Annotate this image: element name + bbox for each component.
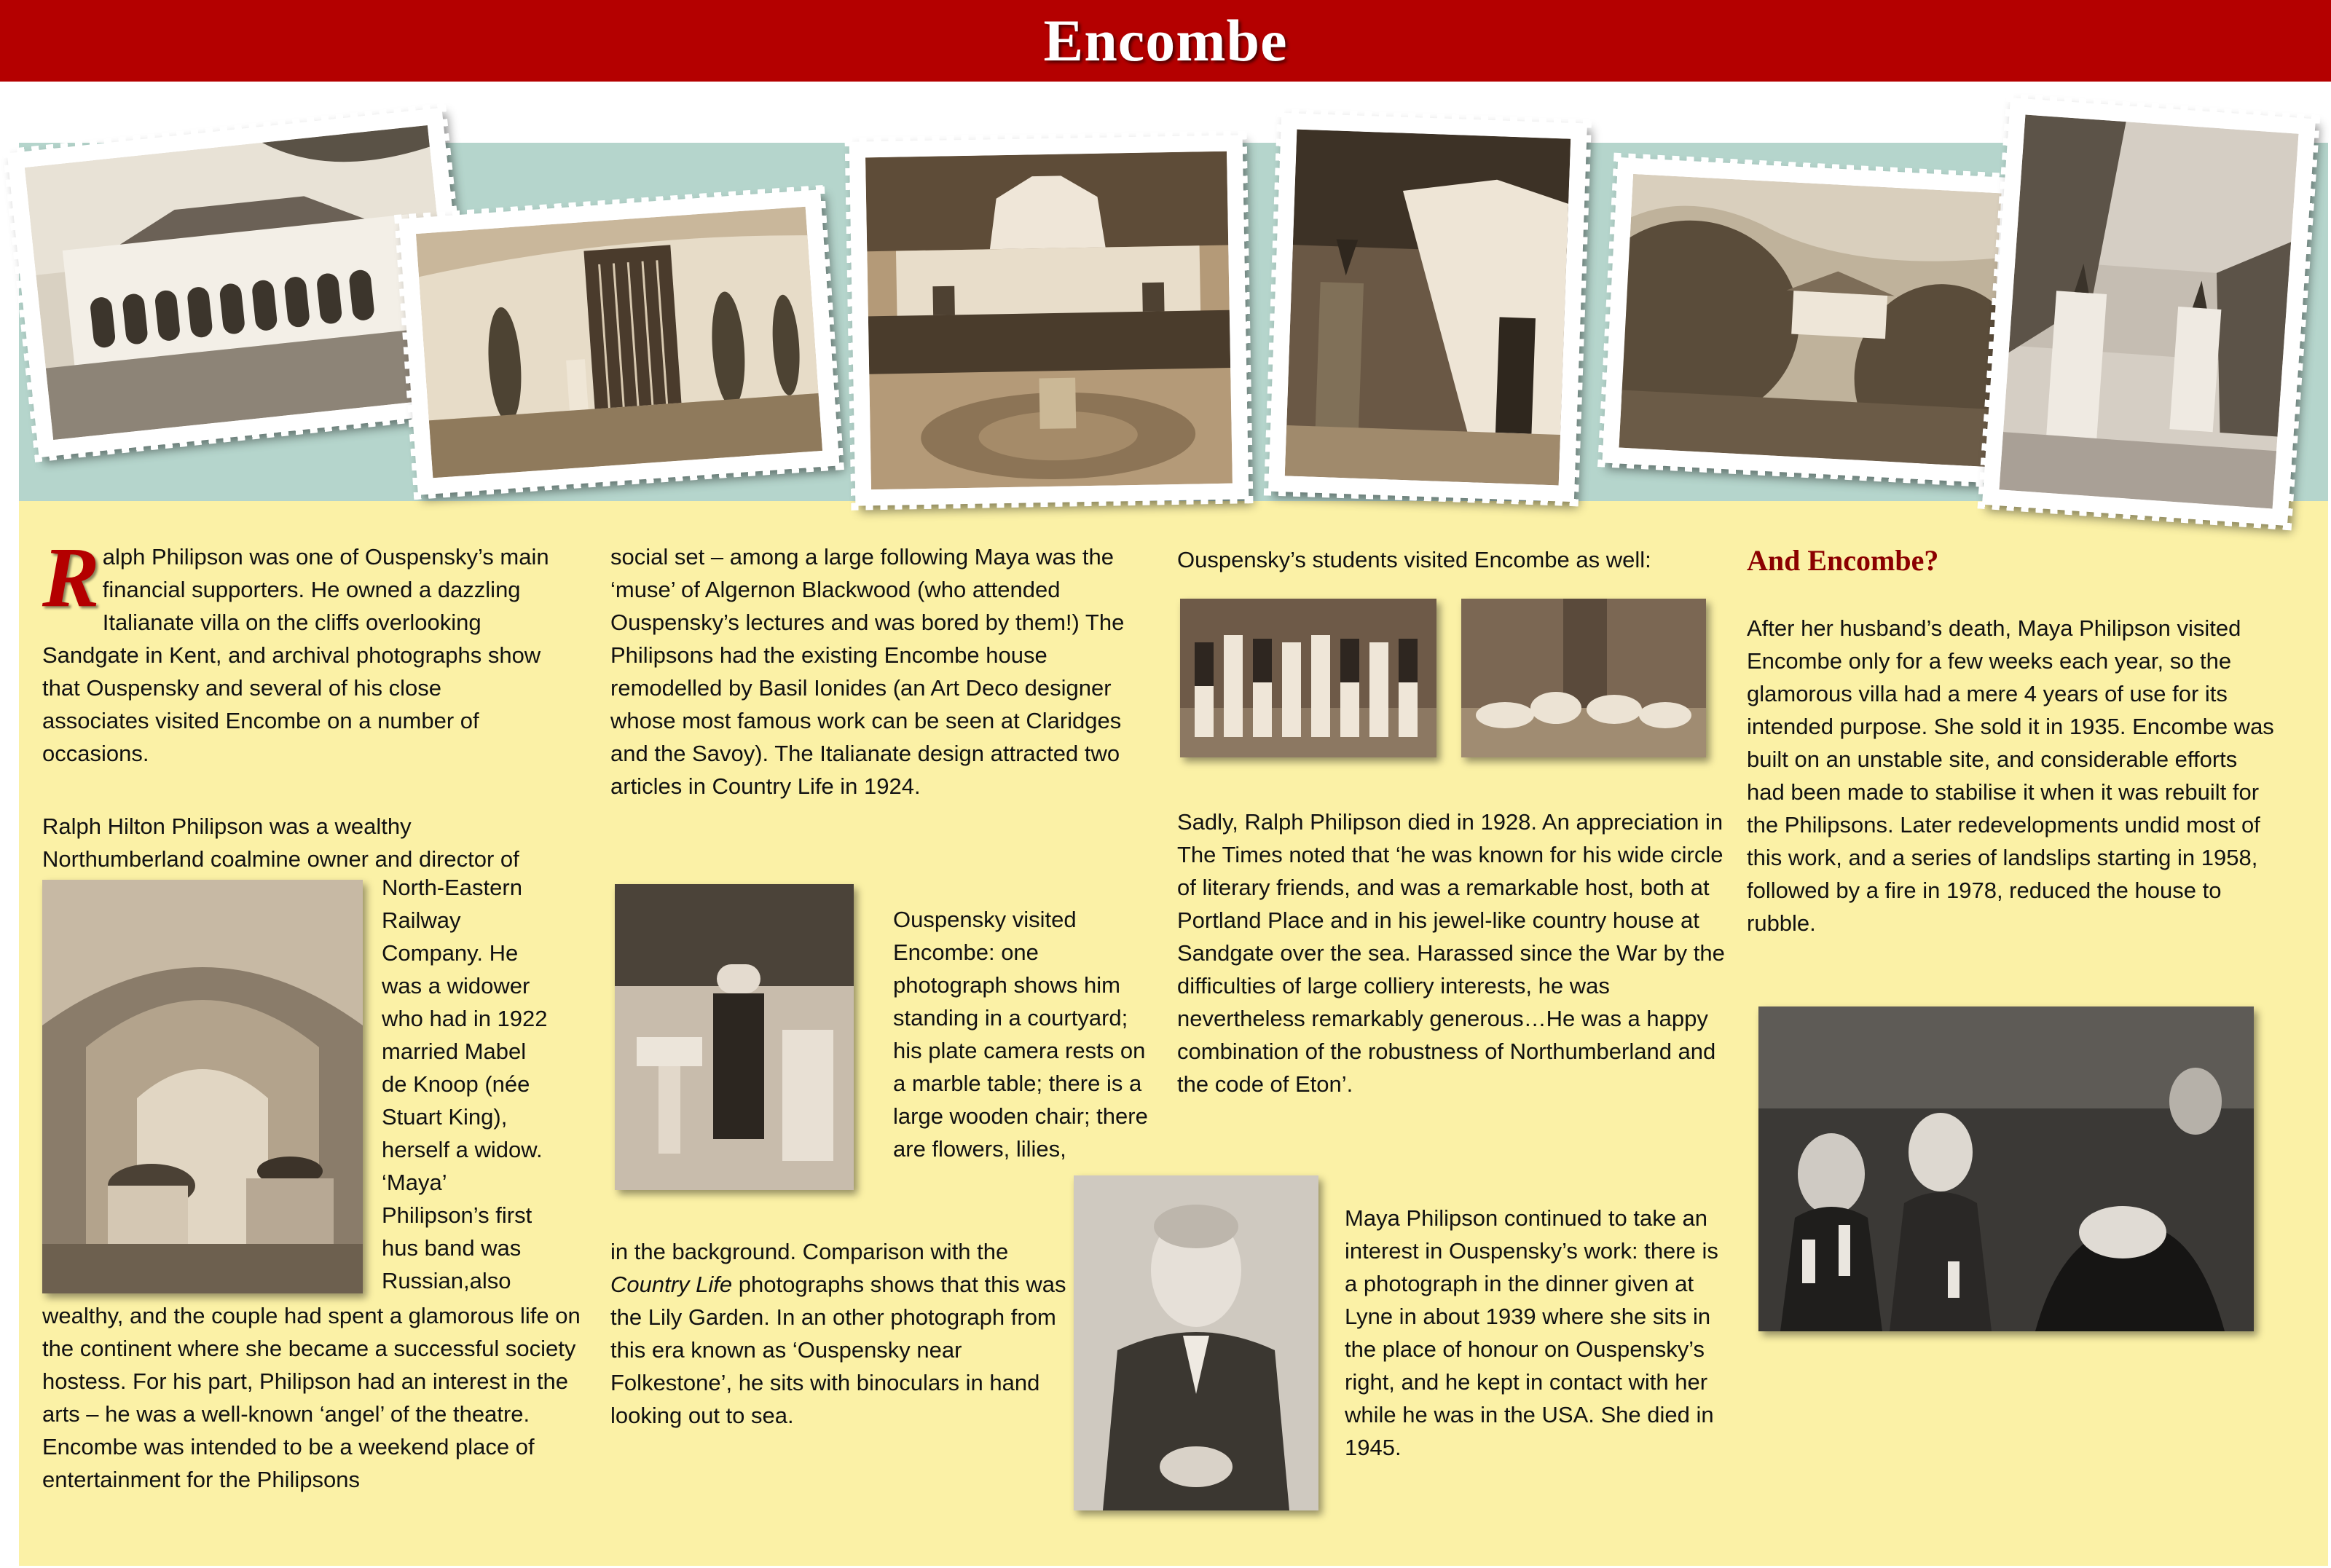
column-3-lead [1177, 543, 1731, 576]
column-1-intro [42, 529, 552, 770]
iron-gate-image [416, 207, 822, 478]
col2-para2-beside-text: Ouspensky visited Encombe: one photograph shows him standing in a courtyard; his plate camera rests on a marble table; there is a large wooden chair; there are flowers, lilies, [893, 907, 1148, 1162]
para2-top-text: Ralph Hilton Philipson was a wealthy Northumberland coalmine owner and director of [42, 813, 519, 872]
photo-students-group [1180, 599, 1436, 757]
villa-arcade-image [25, 125, 456, 440]
towers-sea-image [1999, 115, 2298, 509]
photo-dinner-at-lyne [1758, 1006, 2254, 1331]
title-bar [0, 0, 2331, 82]
para2-beside-text: North-Eastern Railway Company. He was a widower who had in 1922 married Mabel de Knoop (née Stuart King), herself a widow. ‘Maya’ Philipson’s first hus band was Russian,also [382, 875, 548, 1293]
col2-para1-text: social set – among a large following Maya was the ‘muse’ of Algernon Blackwood (who attended Ouspensky’s lectures and was bored by them!) The Philipsons had the existing Encombe house remodelled by Basil Ionides (an Art Deco designer whose most famous work can be seen at Claridges and the Savoy). The Italianate design attracted two articles in Country Life in 1924. [610, 544, 1125, 799]
and-encombe-heading: And Encombe? [1747, 544, 1939, 577]
column-1-para2-beside [382, 871, 557, 1297]
photo-aerial-view [1602, 157, 2018, 484]
column-2-para2-bottom [610, 1235, 1077, 1432]
column-4-para1 [1747, 612, 2279, 939]
photo-statue-garden [1268, 113, 1587, 502]
col2-para2-part-a: in the background. Comparison with the [610, 1239, 1009, 1264]
col2-para2-italic: Country Life [610, 1272, 733, 1297]
photo-ouspensky-courtyard [615, 884, 854, 1190]
col3-para2-text: Maya Philipson continued to take an interest in Ouspensky’s work: there is a photograph in the dinner given at Lyne in about 1939 where she sits in the place of honour on Ouspensky’s right, and he kept in contact with her while he was in the USA. She died in 1945. [1345, 1205, 1718, 1460]
page-title: Encombe [1043, 7, 1288, 74]
intro-paragraph: alph Philipson was one of Ouspensky’s main financial supporters. He owned a dazzling Italianate villa on the cliffs overlooking Sandgate in Kent, and archival photographs show that Ouspensky and several of his close associates visited Encombe on a number of occasions. [42, 544, 549, 766]
column-3-para2 [1345, 1202, 1723, 1464]
col2-para2-bottom-text [610, 1235, 1077, 1432]
photo-philipsons-cloister [42, 880, 363, 1293]
photo-iron-gate [398, 189, 839, 495]
column-3-para1 [1177, 805, 1731, 1100]
courtyard-image [865, 151, 1233, 490]
photo-students-seated [1461, 599, 1706, 757]
aerial-view-image [1619, 174, 2002, 467]
photo-courtyard [849, 135, 1249, 505]
column-2-para1 [610, 540, 1142, 803]
para2-bottom-text: wealthy, and the couple had spent a glamorous life on the continent where she became a successful society hostess. For his part, Philipson had an interest in the arts – he was a well-known ‘angel’ of the theatre. Encombe was intended to be a weekend place of entertainment for the Philipsons [42, 1303, 581, 1492]
col3-lead-text: Ouspensky’s students visited Encombe as well: [1177, 547, 1651, 572]
photo-towers-sea [1982, 98, 2316, 526]
column-1-para2-bottom [42, 1299, 581, 1496]
statue-garden-image [1285, 130, 1571, 486]
photo-ouspensky-portrait [1074, 1175, 1318, 1510]
drop-cap: R [42, 529, 100, 625]
col4-para1-text: After her husband’s death, Maya Philipson visited Encombe only for a few weeks each year, so the glamorous villa had a mere 4 years of use for its intended purpose. She sold it in 1935. Encombe was built on an unstable site, and considerable efforts had been made to stabilise it when it was rebuilt for the Philipsons. Later redevelopments undid most of this work, and a series of landslips starting in 1958, followed by a fire in 1978, reduced the house to rubble. [1747, 615, 2274, 936]
col3-para1-text: Sadly, Ralph Philipson died in 1928. An appreciation in The Times noted that ‘he was known for his wide circle of literary friends, and was a remarkable host, both at Portland Place and in his jewel-like country house at Sandgate over the sea. Harassed since the War by the difficulties of large colliery interests, he was nevertheless remarkably generous…He was a happy combination of the robustness of Northumberland and the code of Eton’. [1177, 809, 1725, 1097]
column-2-para2-beside [893, 903, 1148, 1165]
col2-para2-part-b: photographs shows that this was the Lily Garden. In an other photograph from this era known as ‘Ouspensky near Folkestone’, he sits with binoculars in hand looking out to sea. [610, 1272, 1066, 1428]
